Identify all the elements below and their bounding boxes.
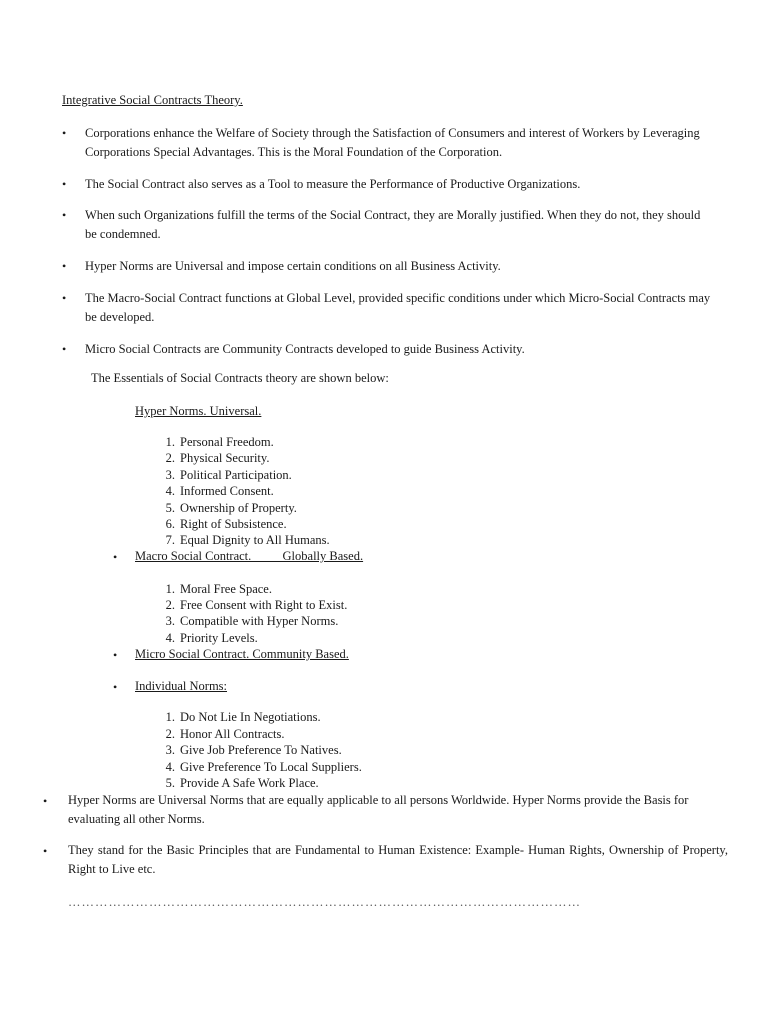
list-item-text: Provide A Safe Work Place. — [180, 776, 319, 790]
list-number: 5. — [165, 776, 175, 790]
list-number: 3. — [165, 614, 175, 628]
list-number: 7. — [165, 533, 175, 547]
list-item-text: Give Job Preference To Natives. — [180, 743, 342, 757]
bullet-text: The Macro-Social Contract functions at Global Level, provided specific conditions under which Micro-Social Contracts may be developed. — [85, 291, 711, 324]
list-number: 3. — [165, 743, 175, 757]
list-item-text: Free Consent with Right to Exist. — [180, 598, 348, 612]
list-number: 4. — [165, 484, 175, 498]
list-item-text: Informed Consent. — [180, 484, 274, 498]
list-item-text: Political Participation. — [180, 468, 292, 482]
bullet-icon: • — [43, 794, 48, 808]
bullet-text: They stand for the Basic Principles that are Fundamental to Human Existence: Example- Human Rights, Ownership of Property, Right to Live etc. — [68, 843, 728, 876]
list-item-text: Right of Subsistence. — [180, 517, 287, 531]
bullet-icon: • — [113, 680, 118, 694]
bullet-text: Hyper Norms are Universal and impose certain conditions on all Business Activity. — [85, 259, 501, 273]
bullet-icon: • — [43, 844, 48, 858]
list-item-text: Honor All Contracts. — [180, 727, 285, 741]
list-item-text: Priority Levels. — [180, 631, 258, 645]
list-item-text: Moral Free Space. — [180, 582, 272, 596]
list-item-text: Compatible with Hyper Norms. — [180, 614, 339, 628]
bullet-icon: • — [62, 342, 67, 356]
bullet-icon: • — [62, 208, 67, 222]
bullet-text: Corporations enhance the Welfare of Society through the Satisfaction of Consumers and interest of Workers by Leveraging Corporations Special Advantages. This is the Moral Foundation of the Corporation. — [85, 126, 700, 159]
list-number: 2. — [165, 451, 175, 465]
bullet-icon: • — [62, 259, 67, 273]
macro-contract-heading: Macro Social Contract. Globally Based. — [135, 549, 364, 563]
document-title: Integrative Social Contracts Theory. — [62, 93, 243, 107]
essentials-intro: The Essentials of Social Contracts theory are shown below: — [91, 371, 389, 385]
list-number: 2. — [165, 598, 175, 612]
bullet-icon: • — [113, 550, 118, 564]
list-number: 2. — [165, 727, 175, 741]
bullet-text: Micro Social Contracts are Community Contracts developed to guide Business Activity. — [85, 342, 525, 356]
list-number: 1. — [165, 582, 175, 596]
list-item-text: Give Preference To Local Suppliers. — [180, 760, 362, 774]
individual-norms-heading: Individual Norms: — [135, 679, 228, 693]
list-item-text: Ownership of Property. — [180, 501, 297, 515]
list-number: 3. — [165, 468, 175, 482]
bullet-text: When such Organizations fulfill the terms of the Social Contract, they are Morally justified. When they do not, they should be condemned. — [85, 208, 701, 241]
list-item-text: Equal Dignity to All Humans. — [180, 533, 330, 547]
list-number: 1. — [165, 435, 175, 449]
dotted-divider: …………………………………………………………………………………………………… — [68, 895, 581, 909]
list-number: 4. — [165, 760, 175, 774]
list-item-text: Do Not Lie In Negotiations. — [180, 710, 321, 724]
bullet-icon: • — [62, 177, 67, 191]
micro-contract-heading: Micro Social Contract. Community Based. — [135, 647, 349, 661]
list-number: 6. — [165, 517, 175, 531]
list-item-text: Physical Security. — [180, 451, 270, 465]
bullet-icon: • — [62, 291, 67, 305]
bullet-icon: • — [113, 648, 118, 662]
bullet-text: The Social Contract also serves as a Tool to measure the Performance of Productive Organizations. — [85, 177, 581, 191]
list-number: 5. — [165, 501, 175, 515]
hyper-norms-heading: Hyper Norms. Universal. — [135, 404, 262, 418]
bullet-icon: • — [62, 126, 67, 140]
list-number: 1. — [165, 710, 175, 724]
bullet-text: Hyper Norms are Universal Norms that are equally applicable to all persons Worldwide. Hyper Norms provide the Basis for evaluating all other Norms. — [68, 793, 689, 826]
list-number: 4. — [165, 631, 175, 645]
list-item-text: Personal Freedom. — [180, 435, 274, 449]
